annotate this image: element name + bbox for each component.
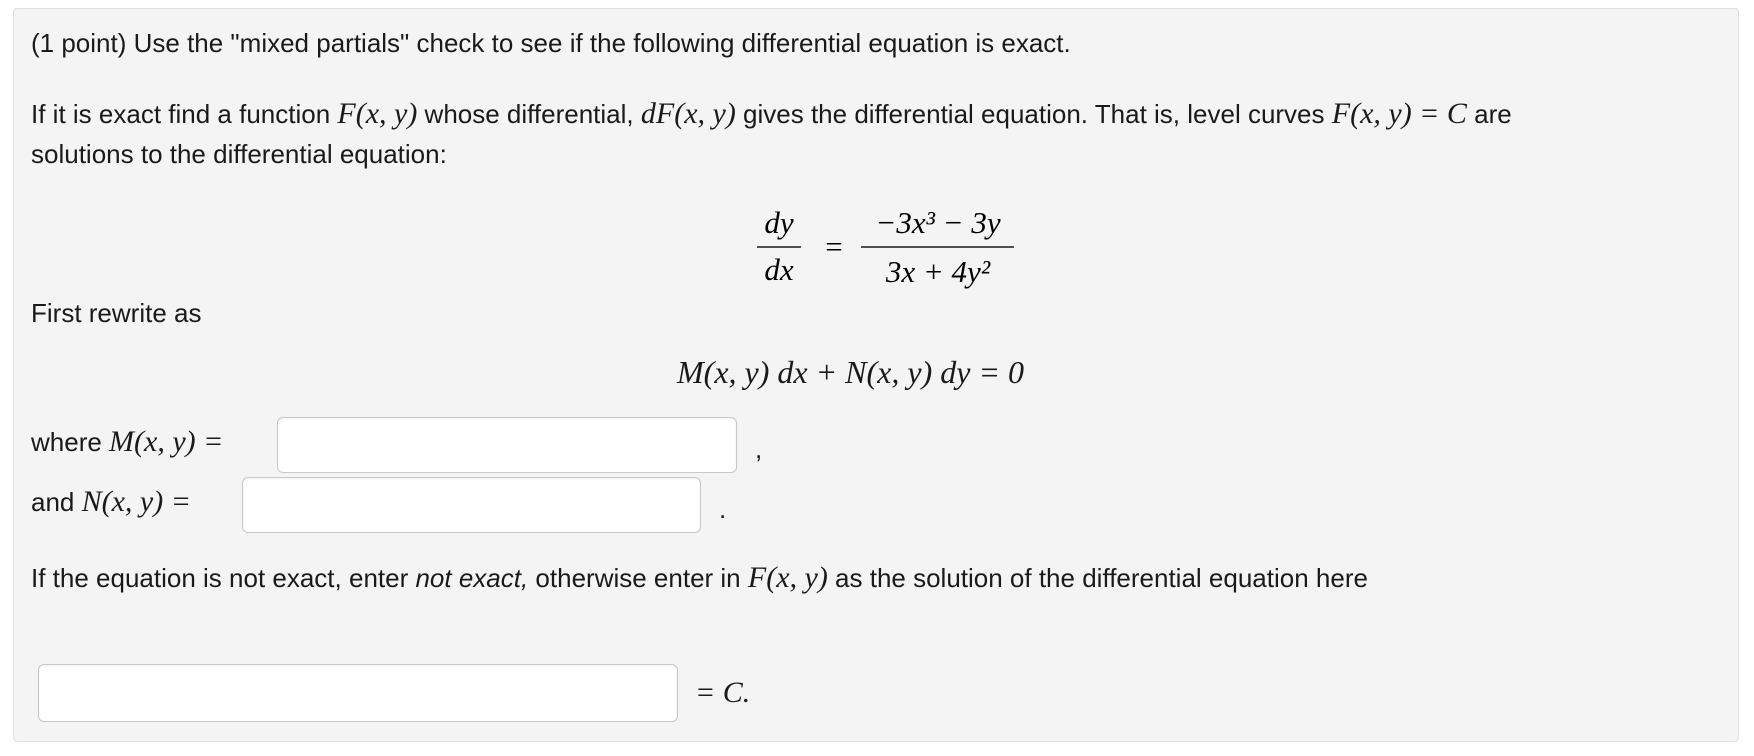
problem-paragraph-2 — [31, 98, 1512, 130]
eq-rhs-denominator: 3x + 4y² — [885, 254, 991, 289]
para2-text-b: whose differential, — [417, 99, 641, 129]
differential-equation — [749, 189, 1039, 309]
n-answer-input[interactable] — [242, 477, 701, 533]
f-answer-input[interactable] — [38, 664, 678, 722]
para2-math-c: F(x, y) = C — [1331, 97, 1467, 130]
eq-lhs-denominator: dx — [764, 252, 794, 287]
para2-line2: solutions to the differential equation: — [31, 139, 447, 169]
eq-lhs-numerator: dy — [764, 205, 794, 240]
final-text-b: otherwise enter in — [528, 563, 748, 593]
problem-container — [13, 8, 1739, 742]
final-suffix: = C. — [695, 676, 751, 709]
para2-text-c: gives the differential equation. That is, level curves — [735, 99, 1332, 129]
problem-paragraph-2-line-2 — [31, 138, 447, 170]
n-punct-line — [719, 493, 726, 525]
para2-text-d: are — [1466, 99, 1512, 129]
m-punct: , — [755, 434, 763, 464]
eq-equals: = — [825, 229, 843, 264]
para2-math-b: dF(x, y) — [640, 97, 736, 130]
and-text: and — [31, 487, 82, 517]
intro-text: (1 point) Use the "mixed partials" check to see if the following differential equation is exact. — [31, 28, 1071, 58]
rewrite-label: First rewrite as — [31, 298, 202, 328]
final-math: F(x, y) — [747, 561, 828, 594]
final-text-c: as the solution of the differential equation here — [827, 563, 1368, 593]
rewrite-equation-line — [677, 356, 1024, 390]
rewrite-equation: M(x, y) dx + N(x, y) dy = 0 — [677, 354, 1025, 390]
final-suffix-line — [695, 677, 750, 709]
n-punct: . — [719, 494, 727, 524]
n-label-math: N(x, y) = — [81, 485, 191, 518]
rewrite-label-line — [31, 297, 201, 329]
n-label-line — [31, 486, 191, 518]
final-text-italic: not exact, — [415, 563, 529, 593]
m-answer-input[interactable] — [277, 417, 737, 473]
para2-math-a: F(x, y) — [337, 97, 418, 130]
problem-intro — [31, 27, 1071, 59]
where-text: where — [31, 427, 110, 457]
final-instruction-line — [31, 562, 1368, 594]
final-text-a: If the equation is not exact, enter — [31, 563, 416, 593]
m-label-line — [31, 426, 223, 458]
m-label-math: M(x, y) = — [109, 425, 224, 458]
eq-rhs-numerator: −3x³ − 3y — [875, 205, 1001, 240]
para2-text-a: If it is exact find a function — [31, 99, 338, 129]
m-punct-line — [755, 433, 762, 465]
